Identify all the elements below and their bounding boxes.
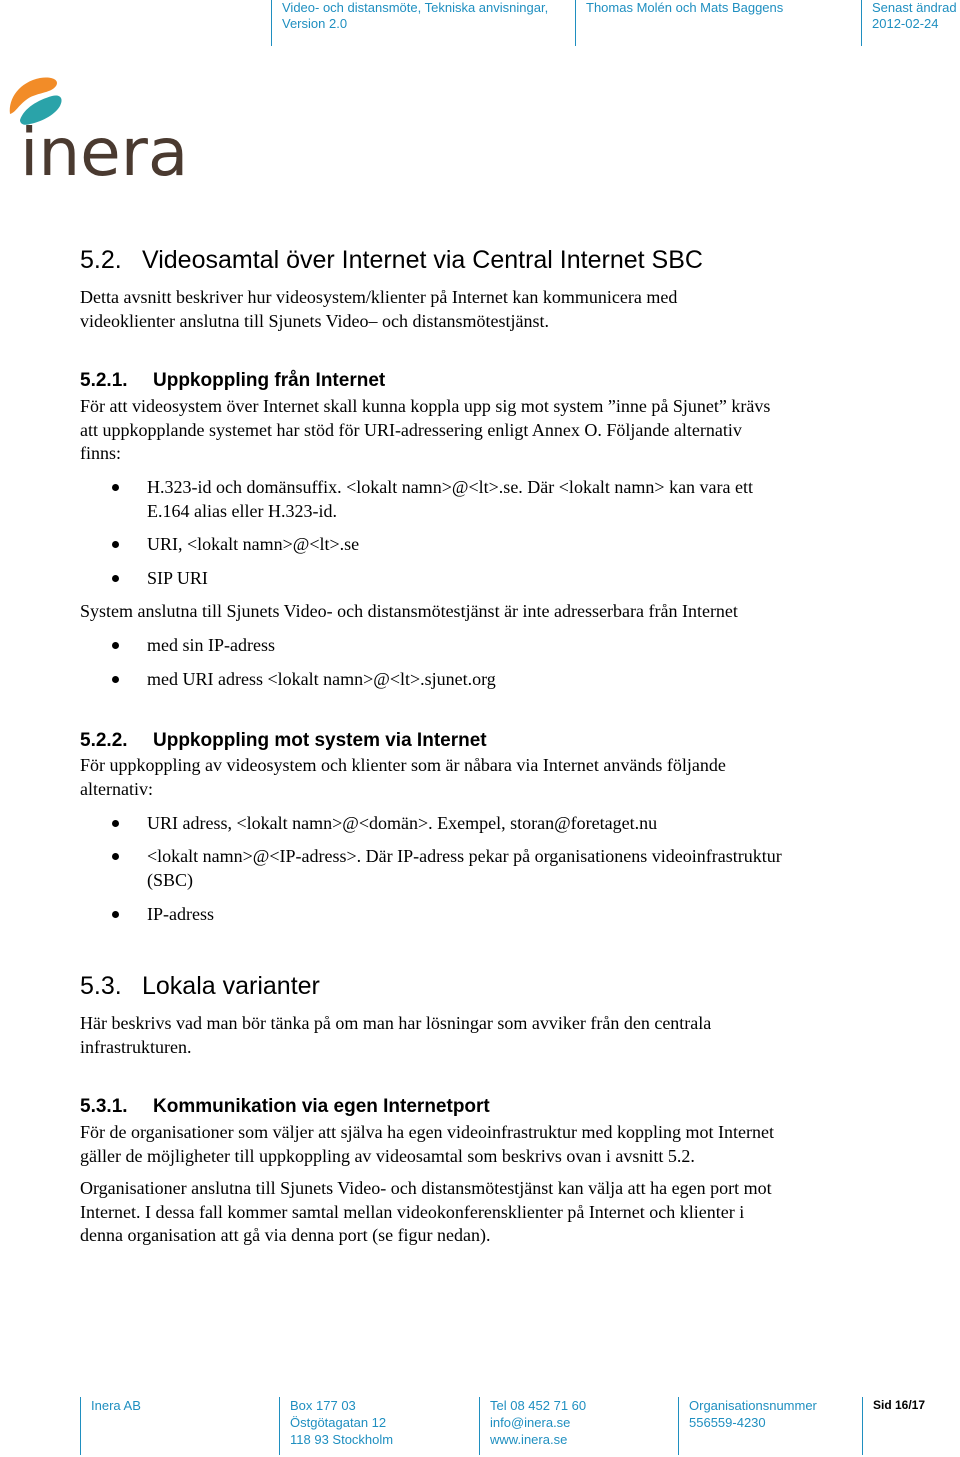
paragraph xyxy=(80,286,677,333)
paragraph: System anslutna till Sjunets Video- och distansmötestjänst är inte adresserbara från Internet xyxy=(80,601,738,621)
footer-address-line: 118 93 Stockholm xyxy=(290,1432,394,1447)
bullet-icon xyxy=(112,575,119,582)
header-changed-label: Senast ändrad xyxy=(872,0,957,15)
list-item-text: med URI adress <lokalt namn>@<lt>.sjunet.org xyxy=(147,669,496,689)
page-number: Sid 16/17 xyxy=(873,1398,926,1412)
section-number: 5.3.1. xyxy=(80,1096,128,1117)
header-version: Version 2.0 xyxy=(282,16,348,31)
bullet-icon xyxy=(112,541,119,548)
section-heading-5-2 xyxy=(80,245,703,275)
text-line: att uppkopplande systemet har stöd för URI-adressering enligt Annex O. Följande alternativ xyxy=(80,419,742,440)
section-title: Kommunikation via egen Internetport xyxy=(153,1096,490,1117)
footer-contact xyxy=(479,1397,586,1455)
section-title: Uppkoppling från Internet xyxy=(153,370,386,391)
bullet-icon xyxy=(112,820,119,827)
list-item-text: IP-adress xyxy=(147,904,214,924)
list-item-text: <lokalt namn>@<IP-adress>. Där IP-adress pekar på organisationens videoinfrastruktur xyxy=(147,846,782,866)
list-item-text: URI adress, <lokalt namn>@<domän>. Exempel, storan@foretaget.nu xyxy=(147,813,658,833)
bullet-icon xyxy=(112,911,119,918)
header-title-line1: Video- och distansmöte, Tekniska anvisningar, xyxy=(282,0,549,15)
section-number: 5.2.1. xyxy=(80,370,128,391)
section-number: 5.2. xyxy=(80,246,122,274)
header-doc-title xyxy=(271,0,548,46)
footer-email-link[interactable]: info@inera.se xyxy=(490,1415,571,1430)
section-title: Uppkoppling mot system via Internet xyxy=(153,730,487,751)
text-line: infrastrukturen. xyxy=(80,1036,192,1057)
text-line: För uppkoppling av videosystem och klienter som är nåbara via Internet används följande xyxy=(80,755,726,775)
footer-company-name: Inera AB xyxy=(91,1398,141,1413)
text-line: gäller de möjligheter till uppkoppling av videosamtal som beskrivs ovan i avsnitt 5.2. xyxy=(80,1145,695,1166)
text-line: denna organisation att gå via denna port (se figur nedan). xyxy=(80,1225,491,1245)
footer-page xyxy=(862,1397,925,1455)
bullet-icon xyxy=(112,642,119,649)
section-number: 5.3. xyxy=(80,972,122,1000)
text-line: Här beskrivs vad man bör tänka på om man har lösningar som avviker från den centrala xyxy=(80,1013,712,1033)
footer-company xyxy=(80,1397,141,1455)
section-heading-5-3-1 xyxy=(80,1095,490,1119)
bullet-icon xyxy=(112,853,119,860)
section-heading-5-2-1 xyxy=(80,369,385,393)
list-item-text: (SBC) xyxy=(147,869,194,890)
footer-address-line: Östgötagatan 12 xyxy=(290,1415,387,1430)
list-item-text: H.323-id och domänsuffix. <lokalt namn>@<lt>.se. Där <lokalt namn> kan vara ett xyxy=(147,477,754,497)
section-heading-5-2-2 xyxy=(80,729,487,753)
paragraph xyxy=(80,754,726,801)
paragraph xyxy=(80,1012,711,1059)
header-changed-date: 2012-02-24 xyxy=(872,16,939,31)
text-line: För de organisationer som väljer att själva ha egen videoinfrastruktur med koppling mot Internet xyxy=(80,1122,774,1142)
footer-address-line: Box 177 03 xyxy=(290,1398,356,1413)
header-authors-text: Thomas Molén och Mats Baggens xyxy=(586,0,784,15)
list-item-text: SIP URI xyxy=(147,568,208,588)
section-title: Lokala varianter xyxy=(142,972,320,1000)
section-title: Videosamtal över Internet via Central Internet SBC xyxy=(142,246,703,274)
header-authors xyxy=(575,0,783,46)
text-line: Internet. I dessa fall kommer samtal mellan videokonferensklienter på Internet och klienter i xyxy=(80,1201,745,1222)
text-line: För att videosystem över Internet skall kunna koppla upp sig mot system ”inne på Sjunet” krävs xyxy=(80,396,771,416)
text-line: Organisationer anslutna till Sjunets Video- och distansmötestjänst kan välja att ha egen port mot xyxy=(80,1178,772,1198)
footer-org-label: Organisationsnummer xyxy=(689,1398,817,1413)
section-number: 5.2.2. xyxy=(80,730,128,751)
paragraph xyxy=(80,395,770,466)
inera-logo xyxy=(6,76,189,191)
header-changed xyxy=(861,0,957,46)
list-item-text: E.164 alias eller H.323-id. xyxy=(147,500,337,521)
footer-org xyxy=(678,1397,817,1455)
paragraph xyxy=(80,1121,774,1168)
text-line: Detta avsnitt beskriver hur videosystem/klienter på Internet kan kommunicera med xyxy=(80,287,678,307)
text-line: alternativ: xyxy=(80,778,153,799)
logo-wordmark: inera xyxy=(20,114,189,191)
paragraph xyxy=(80,1177,772,1248)
footer-address xyxy=(279,1397,393,1455)
list-item-text: URI, <lokalt namn>@<lt>.se xyxy=(147,534,360,554)
text-line: finns: xyxy=(80,443,122,463)
footer-phone: Tel 08 452 71 60 xyxy=(490,1398,587,1413)
bullet-icon xyxy=(112,676,119,683)
text-line: videoklienter anslutna till Sjunets Video– och distansmötestjänst. xyxy=(80,310,550,331)
list-item-text: med sin IP-adress xyxy=(147,635,275,655)
bullet-icon xyxy=(112,484,119,491)
section-heading-5-3 xyxy=(80,971,320,1001)
footer-org-number: 556559-4230 xyxy=(689,1415,766,1430)
footer-web-link[interactable]: www.inera.se xyxy=(490,1432,568,1447)
